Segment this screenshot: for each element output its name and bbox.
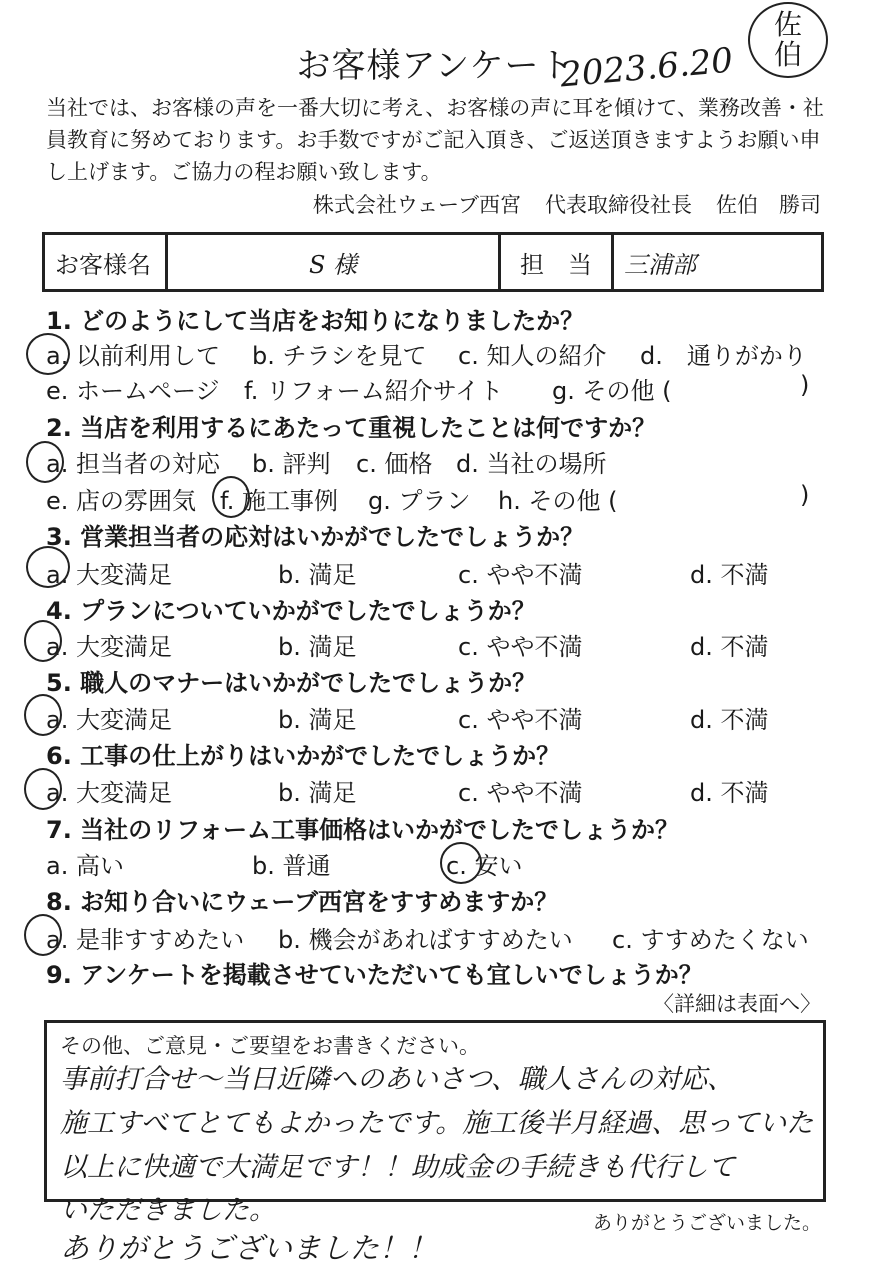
comment-line-2: 施工すべてとてもよかったです。施工後半月経過、思っていた	[60, 1108, 814, 1139]
question-1-row-1	[46, 336, 826, 368]
question-7-row	[46, 846, 826, 878]
question-5: 5. 職人のマナーはいかがでしたでしょうか？	[46, 669, 537, 697]
q4-option-b[interactable]: b. 満足	[278, 633, 357, 661]
question-2-row-2	[46, 481, 826, 513]
answer-circle-q2-f	[212, 476, 250, 518]
customer-name-value[interactable]: S 様	[167, 234, 500, 291]
q5-option-b[interactable]: b. 満足	[278, 706, 357, 734]
seal-stamp: 佐伯	[748, 2, 828, 78]
customer-name-label: お客様名	[44, 234, 167, 291]
q7-option-a[interactable]: a. 高い	[46, 852, 124, 880]
question-4-row	[46, 627, 826, 659]
comment-handwritten	[60, 1058, 830, 1190]
q3-option-b[interactable]: b. 満足	[278, 561, 357, 589]
answer-circle-q7	[440, 842, 482, 884]
q2-option-a[interactable]: a. 担当者の対応	[46, 450, 220, 478]
q4-option-a[interactable]: a. 大変満足	[46, 633, 172, 661]
comment-line-5: ありがとうございました！！	[60, 1231, 438, 1265]
q3-option-a[interactable]: a. 大変満足	[46, 561, 172, 589]
question-7: 7. 当社のリフォーム工事価格はいかがでしたでしょうか？	[46, 816, 679, 844]
q1-option-a[interactable]: a. 以前利用して	[46, 342, 220, 370]
q2-option-h-close: )	[800, 481, 810, 509]
q2-option-d[interactable]: d. 当社の場所	[456, 450, 607, 478]
q8-option-c[interactable]: c. すすめたくない	[612, 926, 809, 954]
question-3-row	[46, 555, 826, 587]
question-8-row	[46, 920, 826, 952]
comment-line-4: いただきました。	[60, 1195, 276, 1226]
q3-option-d[interactable]: d. 不満	[690, 561, 769, 589]
answer-circle-q8	[24, 914, 62, 956]
q2-option-f[interactable]: f. 施工事例	[220, 487, 338, 515]
q6-option-c[interactable]: c. やや不満	[458, 779, 583, 807]
detail-note: 〈詳細は表面へ〉	[653, 992, 821, 1016]
q7-option-b[interactable]: b. 普通	[252, 852, 331, 880]
q7-option-c[interactable]: c. 安い	[446, 852, 523, 880]
staff-label: 担 当	[500, 234, 613, 291]
company-person: 佐伯 勝司	[716, 193, 821, 217]
question-6: 6. 工事の仕上がりはいかがでしたでしょうか？	[46, 742, 561, 770]
question-8: 8. お知り合いにウェーブ西宮をすすめますか？	[46, 888, 559, 916]
company-name: 株式会社ウェーブ西宮	[312, 193, 521, 217]
question-9: 9. アンケートを掲載させていただいても宜しいでしょうか？	[46, 961, 703, 989]
q2-option-g[interactable]: g. プラン	[368, 487, 471, 515]
q6-option-b[interactable]: b. 満足	[278, 779, 357, 807]
q1-option-g[interactable]: g. その他 (	[552, 377, 672, 405]
q1-option-c[interactable]: c. 知人の紹介	[458, 342, 607, 370]
question-4: 4. プランについていかがでしたでしょうか？	[46, 597, 536, 625]
company-position: 代表取締役社長	[545, 193, 692, 217]
q3-option-c[interactable]: c. やや不満	[458, 561, 583, 589]
answer-circle-q5	[24, 694, 62, 736]
q2-option-b[interactable]: b. 評判	[252, 450, 331, 478]
q1-option-f[interactable]: f. リフォーム紹介サイト	[244, 377, 504, 405]
question-2: 2. 当店を利用するにあたって重視したことは何ですか？	[46, 414, 657, 442]
q5-option-c[interactable]: c. やや不満	[458, 706, 583, 734]
company-signature	[313, 189, 821, 219]
answer-circle-q4	[24, 620, 62, 662]
q2-option-e[interactable]: e. 店の雰囲気	[46, 487, 197, 515]
q1-option-g-close: )	[800, 371, 810, 399]
answer-circle-q3	[26, 546, 70, 588]
comment-box-label: その他、ご意見・ご要望をお書きください。	[60, 1034, 480, 1058]
answer-circle-q6	[24, 768, 62, 810]
q6-option-d[interactable]: d. 不満	[690, 779, 769, 807]
question-6-row	[46, 773, 826, 805]
q4-option-d[interactable]: d. 不満	[690, 633, 769, 661]
thanks-text: ありがとうございました。	[592, 1212, 821, 1234]
q1-option-b[interactable]: b. チラシを見て	[252, 342, 427, 370]
q5-option-d[interactable]: d. 不満	[690, 706, 769, 734]
q2-option-c[interactable]: c. 価格	[356, 450, 433, 478]
staff-value[interactable]: 三浦部	[613, 234, 823, 291]
answer-circle-q2-a	[26, 441, 64, 483]
question-3: 3. 営業担当者の応対はいかがでしたでしょうか？	[46, 523, 585, 551]
comment-line-3: 以上に快適で大満足です！！助成金の手続きも代行して	[60, 1152, 735, 1183]
q4-option-c[interactable]: c. やや不満	[458, 633, 583, 661]
question-1-row-2	[46, 371, 826, 403]
answer-circle-q1	[26, 333, 70, 375]
question-2-row-1	[46, 444, 826, 476]
q1-option-e[interactable]: e. ホームページ	[46, 377, 220, 405]
comment-line-1: 事前打合せ〜当日近隣へのあいさつ、職人さんの対応、	[60, 1064, 734, 1095]
q8-option-a[interactable]: a. 是非すすめたい	[46, 926, 245, 954]
handwritten-date: 2023.6.20	[558, 40, 735, 96]
intro-text: 当社では、お客様の声を一番大切に考え、お客様の声に耳を傾けて、業務改善・社員教育に努めております。お手数ですがご記入頂き、ご返送頂きますようお願い申し上げます。ご協力の程お願い致します。	[46, 96, 824, 184]
survey-title: お客様アンケート	[296, 46, 575, 86]
q8-option-b[interactable]: b. 機会があればすすめたい	[278, 926, 573, 954]
question-1: 1. どのようにして当店をお知りになりましたか？	[46, 307, 585, 335]
customer-info-table	[42, 232, 824, 292]
q1-option-d[interactable]: d. 通りがかり	[640, 342, 807, 370]
question-5-row	[46, 700, 826, 732]
q5-option-a[interactable]: a. 大変満足	[46, 706, 172, 734]
q2-option-h[interactable]: h. その他 (	[498, 487, 618, 515]
q6-option-a[interactable]: a. 大変満足	[46, 779, 172, 807]
